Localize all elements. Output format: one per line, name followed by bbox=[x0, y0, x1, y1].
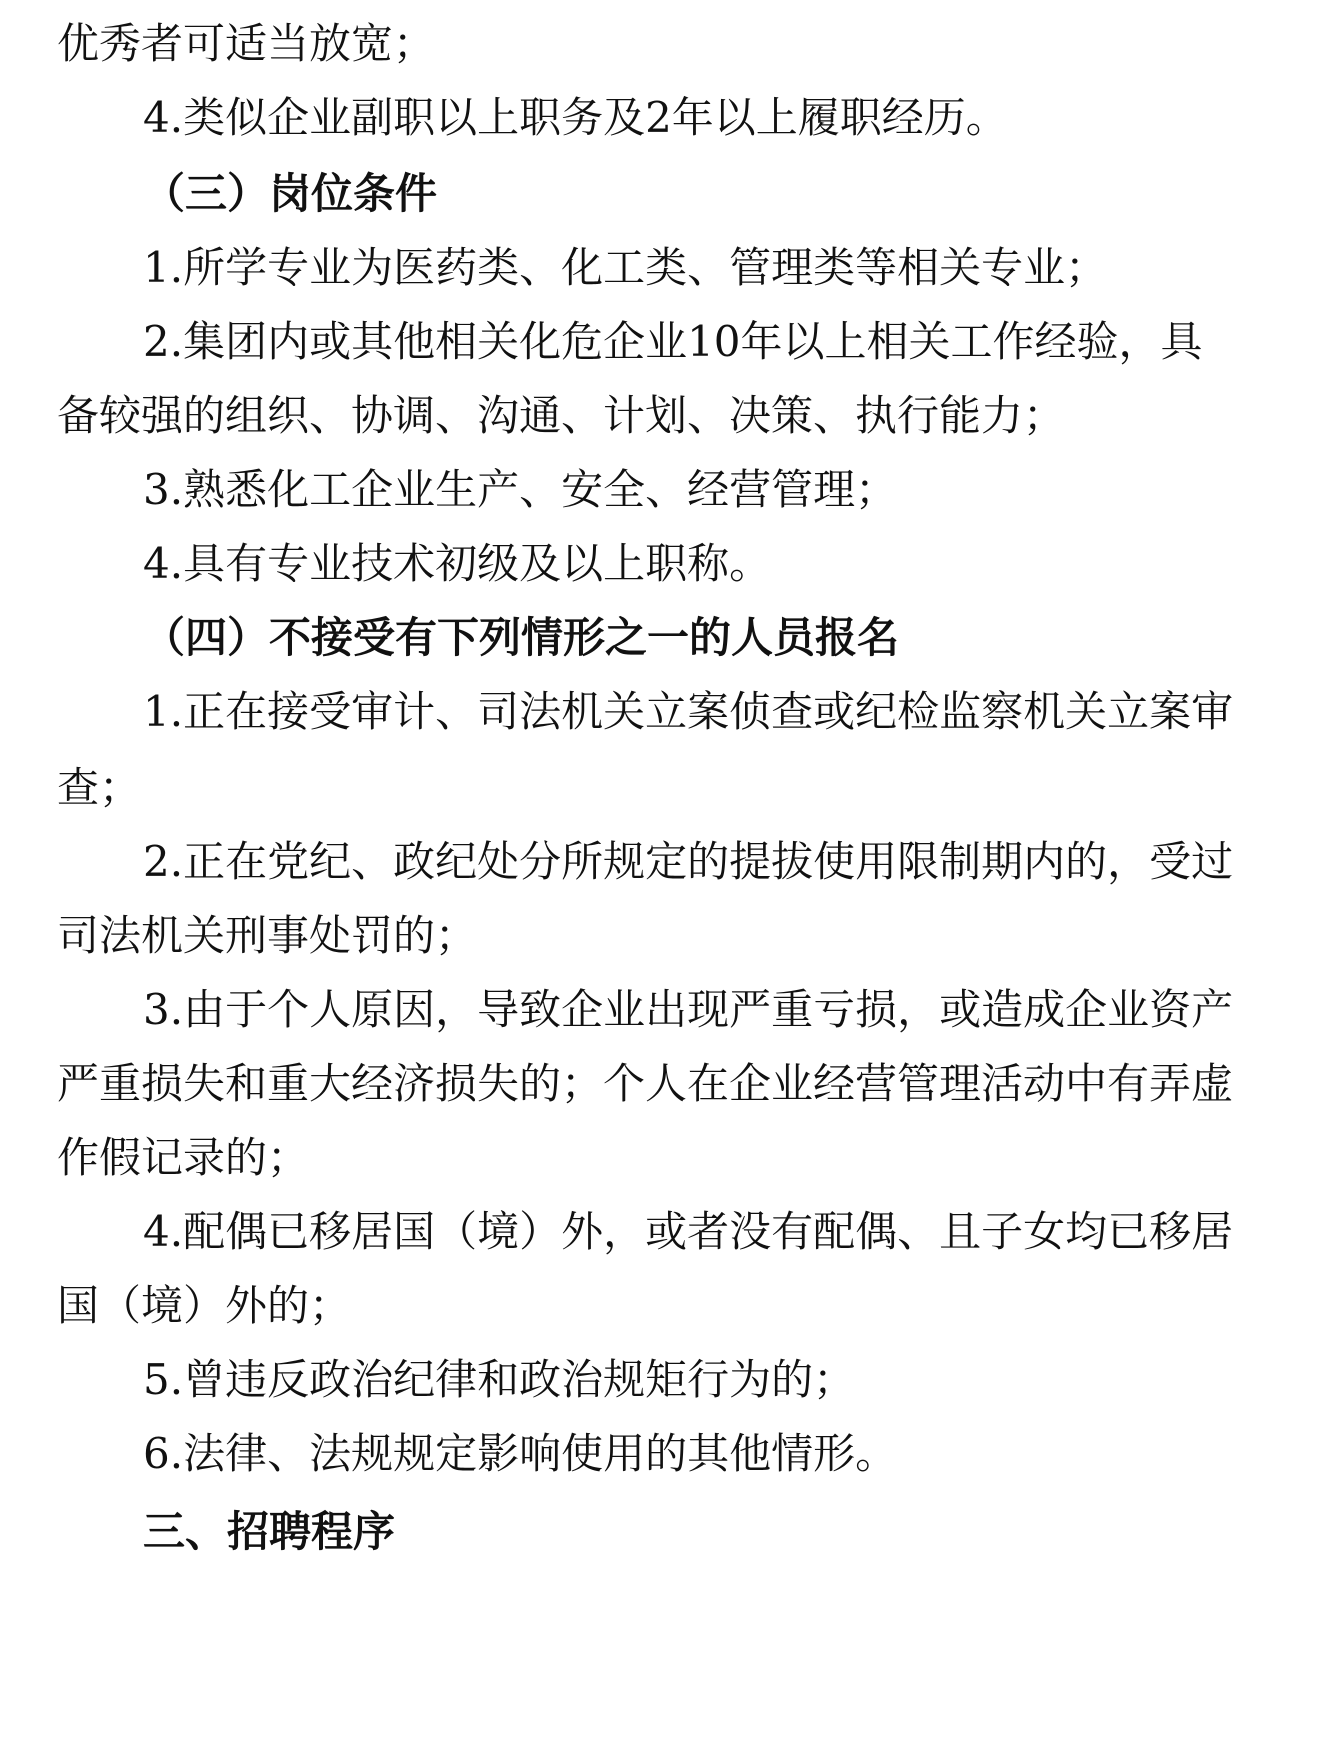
text-line: 备较强的组织、协调、沟通、计划、决策、执行能力； bbox=[57, 391, 1066, 440]
text-line: 3.熟悉化工企业生产、安全、经营管理； bbox=[143, 465, 898, 514]
chapter-heading: 三、招聘程序 bbox=[143, 1507, 396, 1556]
text-line: 6.法律、法规规定影响使用的其他情形。 bbox=[143, 1429, 898, 1478]
text-line: 3.由于个人原因，导致企业出现严重亏损，或造成企业资产 bbox=[143, 985, 1234, 1034]
text-line: 严重损失和重大经济损失的；个人在企业经营管理活动中有弄虚 bbox=[57, 1059, 1234, 1108]
text-line: 1.正在接受审计、司法机关立案侦查或纪检监察机关立案审 bbox=[143, 687, 1234, 736]
text-line: 作假记录的； bbox=[57, 1133, 310, 1182]
text-line: 国（境）外的； bbox=[57, 1281, 352, 1330]
text-line: 2.正在党纪、政纪处分所规定的提拔使用限制期内的，受过 bbox=[143, 837, 1234, 886]
text-line: 4.类似企业副职以上职务及2年以上履职经历。 bbox=[143, 93, 1008, 142]
text-line: 2.集团内或其他相关化危企业10年以上相关工作经验，具 bbox=[143, 317, 1203, 366]
section-heading: （四）不接受有下列情形之一的人员报名 bbox=[143, 613, 900, 662]
text-line: 4.配偶已移居国（境）外，或者没有配偶、且子女均已移居 bbox=[143, 1207, 1234, 1256]
text-line: 司法机关刑事处罚的； bbox=[57, 911, 478, 960]
text-line: 优秀者可适当放宽； bbox=[57, 19, 436, 68]
text-line: 查； bbox=[57, 763, 142, 812]
section-heading: （三）岗位条件 bbox=[143, 169, 438, 218]
text-line: 5.曾违反政治纪律和政治规矩行为的； bbox=[143, 1355, 856, 1404]
text-line: 4.具有专业技术初级及以上职称。 bbox=[143, 539, 772, 588]
text-line: 1.所学专业为医药类、化工类、管理类等相关专业； bbox=[143, 243, 1108, 292]
